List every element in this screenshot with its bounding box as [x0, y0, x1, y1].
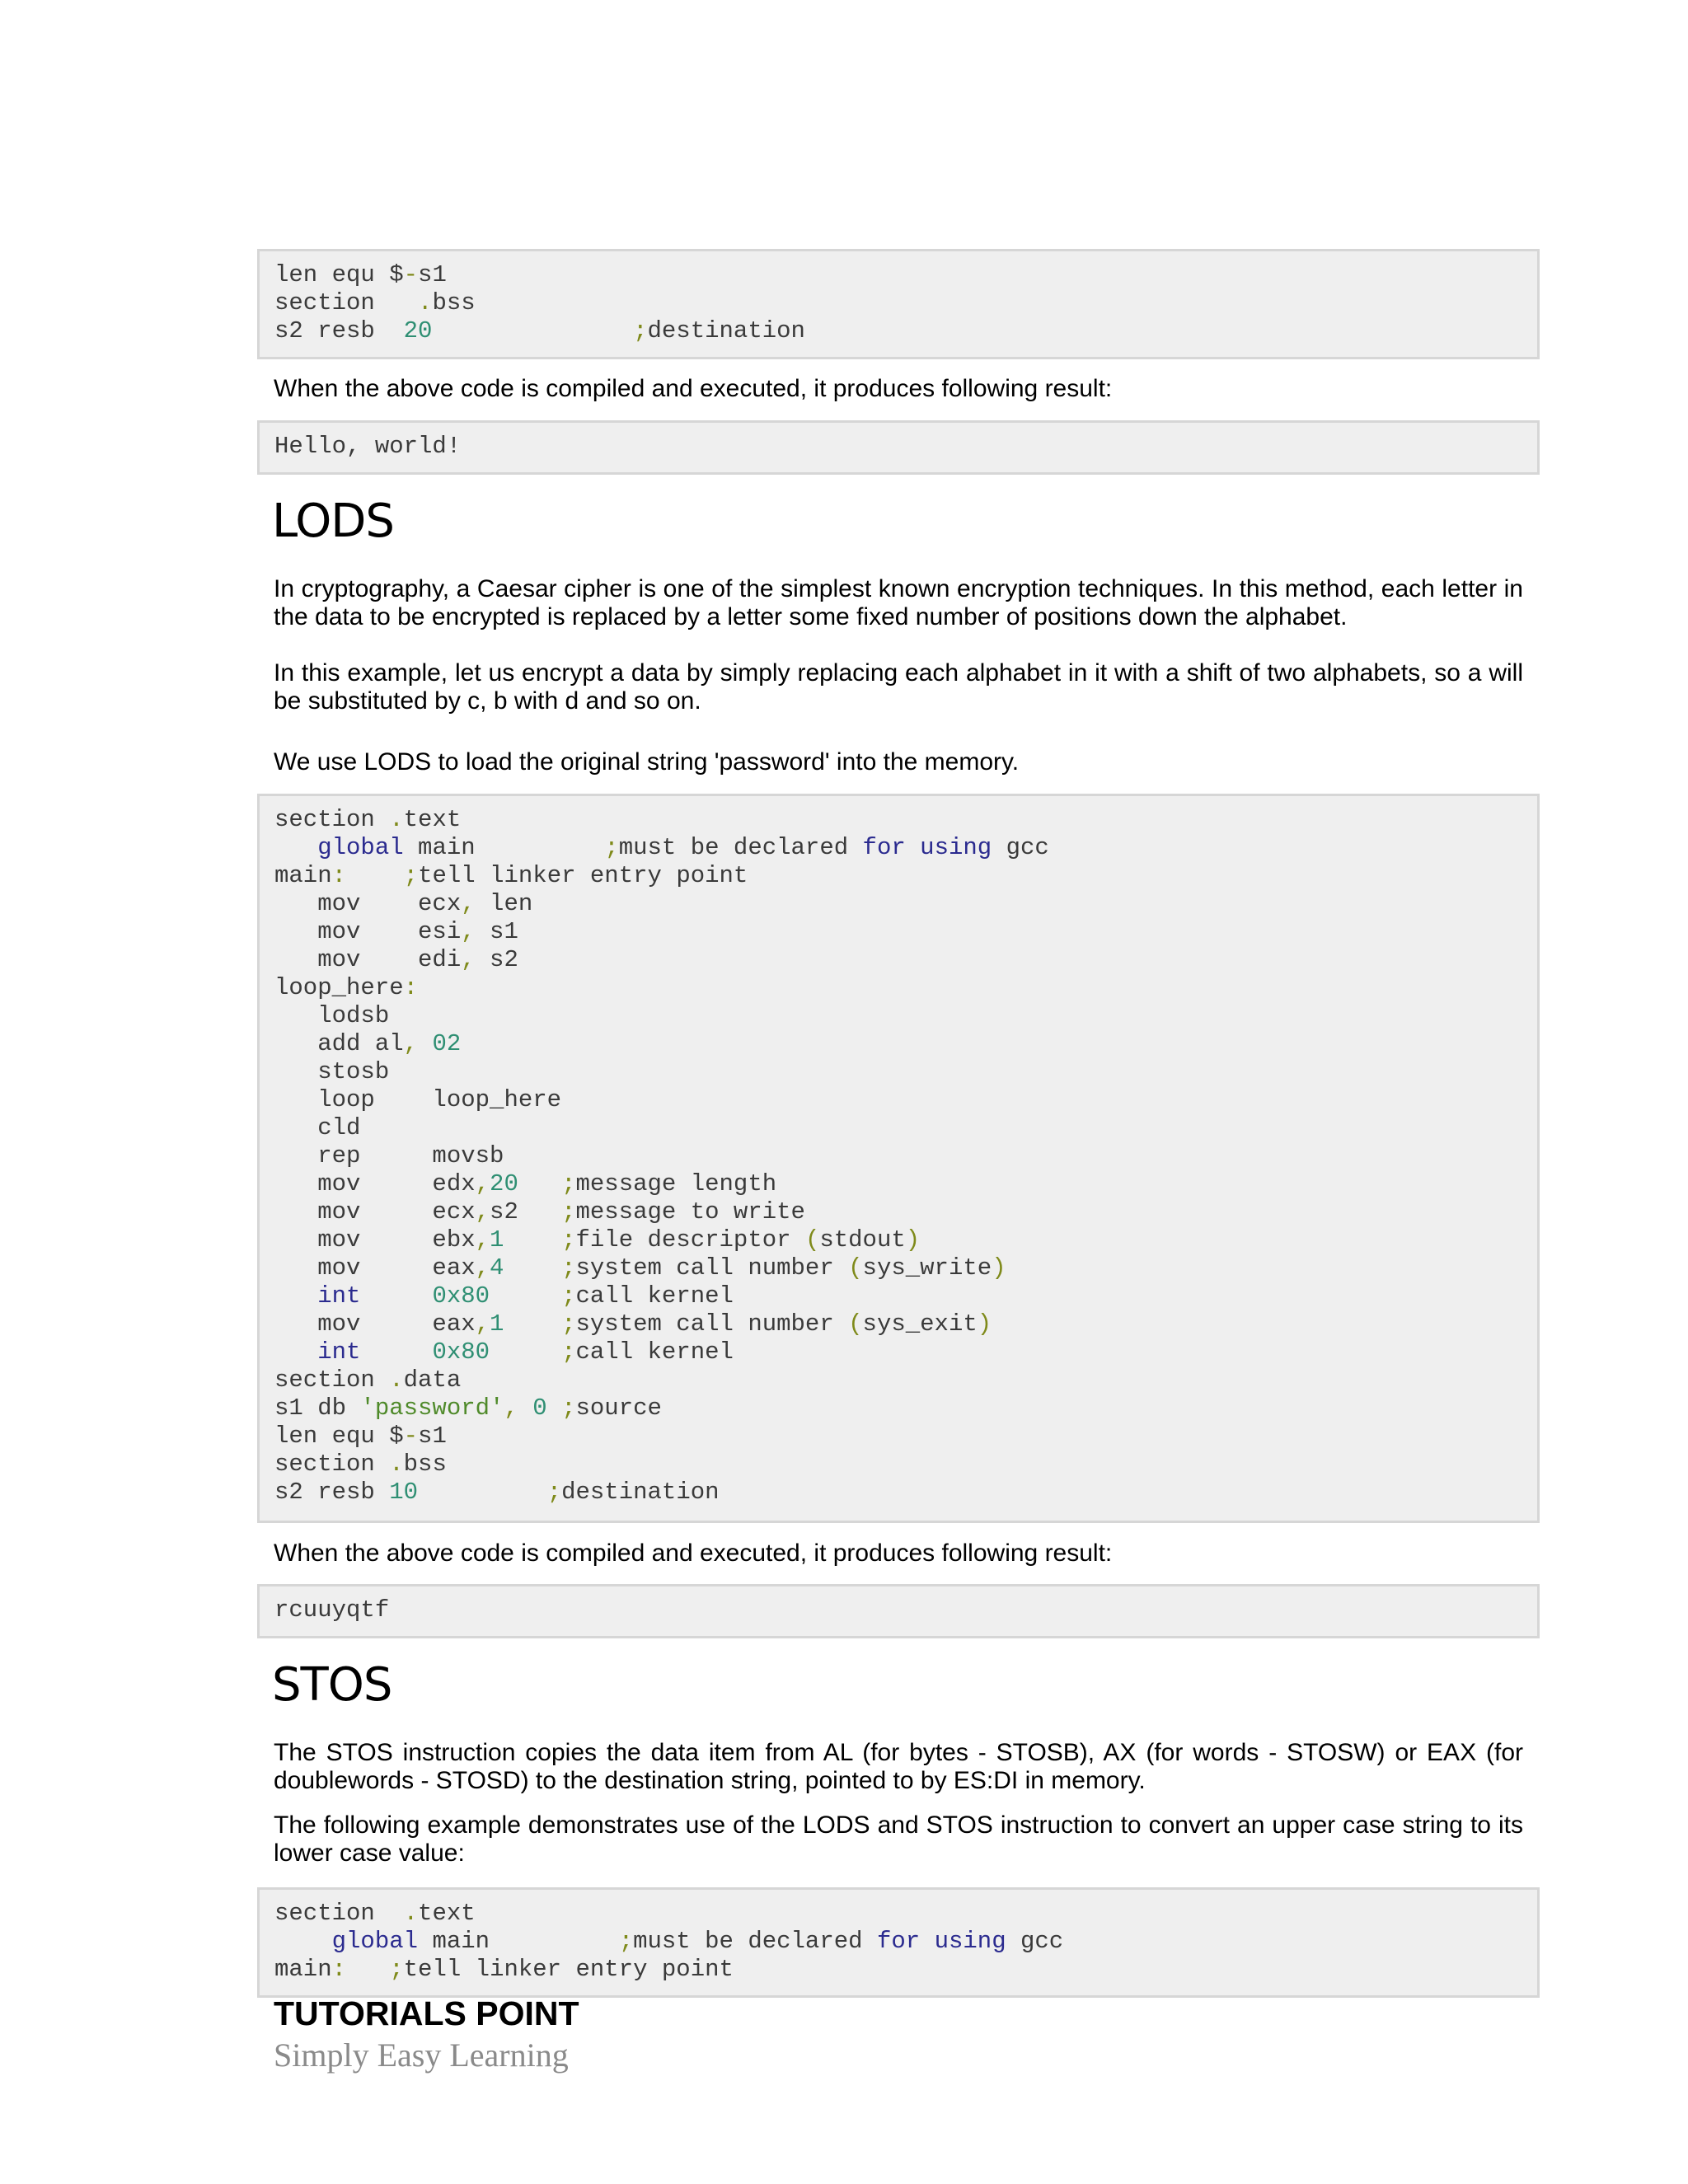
code-token: ; [633, 317, 648, 344]
code-token [274, 834, 317, 861]
footer-tagline: Simply Easy Learning [274, 2036, 569, 2074]
code-token: mov edx [274, 1170, 476, 1197]
code-token: ) [977, 1310, 992, 1338]
lods-paragraph-load: We use LODS to load the original string 'password' into the memory. [274, 748, 1020, 776]
code-token: , [475, 1226, 490, 1254]
code-token [418, 1030, 432, 1057]
code-token: ; [561, 1170, 576, 1197]
code-token: s1 [418, 1422, 447, 1450]
code-token: mov edi [274, 946, 462, 973]
code-token: s2 resb [274, 1479, 390, 1506]
code-block-bss [257, 249, 1540, 359]
code-token: bss [432, 289, 476, 316]
code-line [274, 946, 1537, 974]
code-token: : [331, 1956, 347, 1983]
code-token: main [274, 862, 332, 889]
code-token: ; [561, 1254, 576, 1282]
code-token: - [403, 1422, 419, 1450]
code-line [274, 1479, 1537, 1507]
code-token: loop loop_here [274, 1086, 562, 1113]
code-line [274, 1058, 1537, 1086]
code-token: call kernel [575, 1338, 734, 1366]
code-line [274, 974, 1537, 1002]
code-token: tell linker entry point [418, 862, 748, 889]
code-token: , [461, 890, 476, 917]
code-token: mov eax [274, 1254, 476, 1282]
code-token: rep movsb [274, 1142, 504, 1169]
code-token: section [274, 289, 419, 316]
code-block-stos-example [257, 1887, 1540, 1998]
code-token [920, 1928, 934, 1955]
code-token: ; [561, 1282, 576, 1310]
code-token [504, 1310, 561, 1338]
code-token [504, 1254, 561, 1282]
code-token: ( [848, 1254, 863, 1282]
code-token: global [317, 834, 404, 861]
code-token: text [403, 806, 462, 833]
code-token: message to write [575, 1198, 805, 1226]
code-token: gcc [1006, 1928, 1064, 1955]
code-token: 20 [490, 1170, 518, 1197]
code-token: ) [992, 1254, 1006, 1282]
code-token: tell linker entry point [403, 1956, 734, 1983]
code-token: , [475, 1254, 490, 1282]
code-token: main [274, 1956, 332, 1983]
code-token: 0 [532, 1394, 547, 1422]
code-token: mov esi [274, 918, 462, 945]
code-token [274, 1338, 317, 1366]
code-line [274, 1451, 1537, 1479]
code-line [274, 1394, 1537, 1422]
code-token [418, 1479, 547, 1506]
code-line [274, 806, 1537, 834]
code-token: section [274, 1451, 390, 1478]
code-line [274, 1030, 1537, 1058]
code-token: . [418, 289, 433, 316]
code-token: add al [274, 1030, 404, 1057]
code-token: data [403, 1366, 462, 1394]
code-token: 4 [490, 1254, 504, 1282]
code-token [490, 1338, 561, 1366]
code-token: call kernel [575, 1282, 734, 1310]
code-line [274, 1928, 1537, 1956]
code-token: , [504, 1394, 518, 1422]
code-token: ; [403, 862, 419, 889]
code-token: ; [561, 1310, 576, 1338]
section-heading-stos: STOS [272, 1658, 392, 1712]
code-line [274, 862, 1537, 890]
code-token: s1 [418, 261, 447, 288]
code-token [360, 1282, 432, 1310]
code-token: section [274, 1900, 404, 1927]
code-token: - [403, 261, 419, 288]
code-token: 0x80 [432, 1338, 490, 1366]
code-line [274, 317, 1537, 345]
code-token: len equ $ [274, 1422, 404, 1450]
code-token: cld [274, 1114, 361, 1141]
code-token: bss [403, 1451, 447, 1478]
code-token: loop_here [274, 974, 404, 1001]
code-token: 1 [490, 1226, 504, 1254]
code-token [360, 1338, 432, 1366]
code-token: 20 [403, 317, 433, 344]
code-token: s2 [490, 1198, 562, 1226]
stos-paragraph-description: The STOS instruction copies the data item from AL (for bytes - STOSB), AX (for words - STOSW) or EAX (for doublewords - STOSD) to the destination string, pointed to by ES:DI in memory. [274, 1739, 1523, 1794]
code-token: system call number [575, 1310, 849, 1338]
section-heading-lods: LODS [272, 494, 394, 548]
code-token: mov ecx [274, 890, 462, 917]
code-token: s1 [475, 918, 518, 945]
code-token [504, 1226, 561, 1254]
code-token: ( [804, 1226, 820, 1254]
code-token: ; [561, 1226, 576, 1254]
code-token: s2 resb [274, 317, 404, 344]
code-token: , [475, 1198, 490, 1226]
code-token: must be declared [633, 1928, 877, 1955]
output-line: rcuuyqtf [274, 1596, 390, 1624]
code-token: main [418, 1928, 619, 1955]
code-token: , [475, 1170, 490, 1197]
code-token: system call number [575, 1254, 849, 1282]
code-line [274, 1114, 1537, 1142]
code-token: for [876, 1928, 921, 1955]
code-token [518, 1394, 532, 1422]
code-line [274, 1338, 1537, 1366]
code-token: ; [389, 1956, 404, 1983]
output-line: Hello, world! [274, 433, 462, 460]
code-token: ; [561, 1394, 576, 1422]
code-line [274, 1002, 1537, 1030]
code-line [274, 834, 1537, 862]
code-token: gcc [992, 834, 1049, 861]
code-token: sys_exit [862, 1310, 978, 1338]
code-line [274, 1086, 1537, 1114]
code-token: ) [905, 1226, 921, 1254]
code-token: ( [848, 1310, 863, 1338]
code-token: . [389, 1366, 404, 1394]
code-token [346, 862, 404, 889]
code-line [274, 1956, 1537, 1984]
code-token [274, 1282, 317, 1310]
code-line [274, 1226, 1537, 1254]
code-token: . [403, 1900, 419, 1927]
code-line [274, 1254, 1537, 1282]
code-token: must be declared [618, 834, 863, 861]
footer-brand: TUTORIALS POINT [274, 1994, 579, 2032]
code-token: ; [604, 834, 619, 861]
code-token: . [389, 806, 404, 833]
code-line [274, 918, 1537, 946]
code-token [274, 1928, 332, 1955]
lods-paragraph-example: In this example, let us encrypt a data by simply replacing each alphabet in it with a shift of two alphabets, so a will be substituted by c, b with d and so on. [274, 659, 1523, 715]
code-token: message length [575, 1170, 777, 1197]
code-token [490, 1282, 561, 1310]
code-token: , [461, 946, 476, 973]
code-token: ; [618, 1928, 634, 1955]
code-token: 1 [490, 1310, 504, 1338]
code-token: section [274, 1366, 390, 1394]
code-token: ; [546, 1479, 562, 1506]
code-token: text [418, 1900, 476, 1927]
code-line [274, 890, 1537, 918]
code-token: mov eax [274, 1310, 476, 1338]
code-token: . [389, 1451, 404, 1478]
code-token: , [475, 1310, 490, 1338]
code-token: 02 [432, 1030, 462, 1057]
code-token [432, 317, 633, 344]
code-token: int [317, 1282, 361, 1310]
code-token: mov ecx [274, 1198, 476, 1226]
code-line [274, 1142, 1537, 1170]
code-token: sys_write [862, 1254, 992, 1282]
code-line [274, 1366, 1537, 1394]
code-token: 10 [389, 1479, 419, 1506]
code-token: mov ebx [274, 1226, 476, 1254]
code-token: ; [561, 1338, 576, 1366]
code-token: s2 [475, 946, 518, 973]
code-token: 0x80 [432, 1282, 490, 1310]
code-line [274, 1900, 1537, 1928]
code-token: len [475, 890, 533, 917]
code-token [906, 834, 920, 861]
code-token: file descriptor [575, 1226, 805, 1254]
output-block-hello [257, 420, 1540, 475]
code-line [274, 1282, 1537, 1310]
code-line [274, 1422, 1537, 1451]
code-token: : [403, 974, 419, 1001]
code-token: source [575, 1394, 662, 1422]
code-token: for [862, 834, 906, 861]
code-token: 'password' [360, 1394, 504, 1422]
code-token: stosb [274, 1058, 390, 1085]
code-token [518, 1170, 561, 1197]
code-token [547, 1394, 561, 1422]
code-token: main [403, 834, 605, 861]
code-token [346, 1956, 389, 1983]
code-token: ; [561, 1198, 576, 1226]
code-line [274, 1198, 1537, 1226]
code-token: len equ $ [274, 261, 404, 288]
code-line [274, 1170, 1537, 1198]
code-token: destination [561, 1479, 720, 1506]
output-block-encrypted [257, 1584, 1540, 1638]
code-token: , [461, 918, 476, 945]
stos-paragraph-example: The following example demonstrates use of the LODS and STOS instruction to convert an upper case string to its lower case value: [274, 1811, 1523, 1867]
lods-paragraph-caesar: In cryptography, a Caesar cipher is one of the simplest known encryption techniques. In this method, each letter in the data to be encrypted is replaced by a letter some fixed number of positions down the alphabet. [274, 575, 1523, 630]
result-intro-text: When the above code is compiled and executed, it produces following result: [274, 1540, 1113, 1567]
code-token: int [317, 1338, 361, 1366]
code-line [274, 289, 1537, 317]
code-token: using [934, 1928, 1006, 1955]
code-token: using [920, 834, 992, 861]
code-token: stdout [819, 1226, 906, 1254]
code-token: , [403, 1030, 419, 1057]
code-line [274, 1310, 1537, 1338]
code-block-lods-example [257, 794, 1540, 1523]
code-token: lodsb [274, 1002, 390, 1029]
code-token: section [274, 806, 390, 833]
code-token: s1 db [274, 1394, 361, 1422]
code-token: global [331, 1928, 419, 1955]
code-line [274, 261, 1537, 289]
result-intro-text: When the above code is compiled and executed, it produces following result: [274, 375, 1113, 402]
code-token: : [331, 862, 347, 889]
code-token: destination [647, 317, 805, 344]
